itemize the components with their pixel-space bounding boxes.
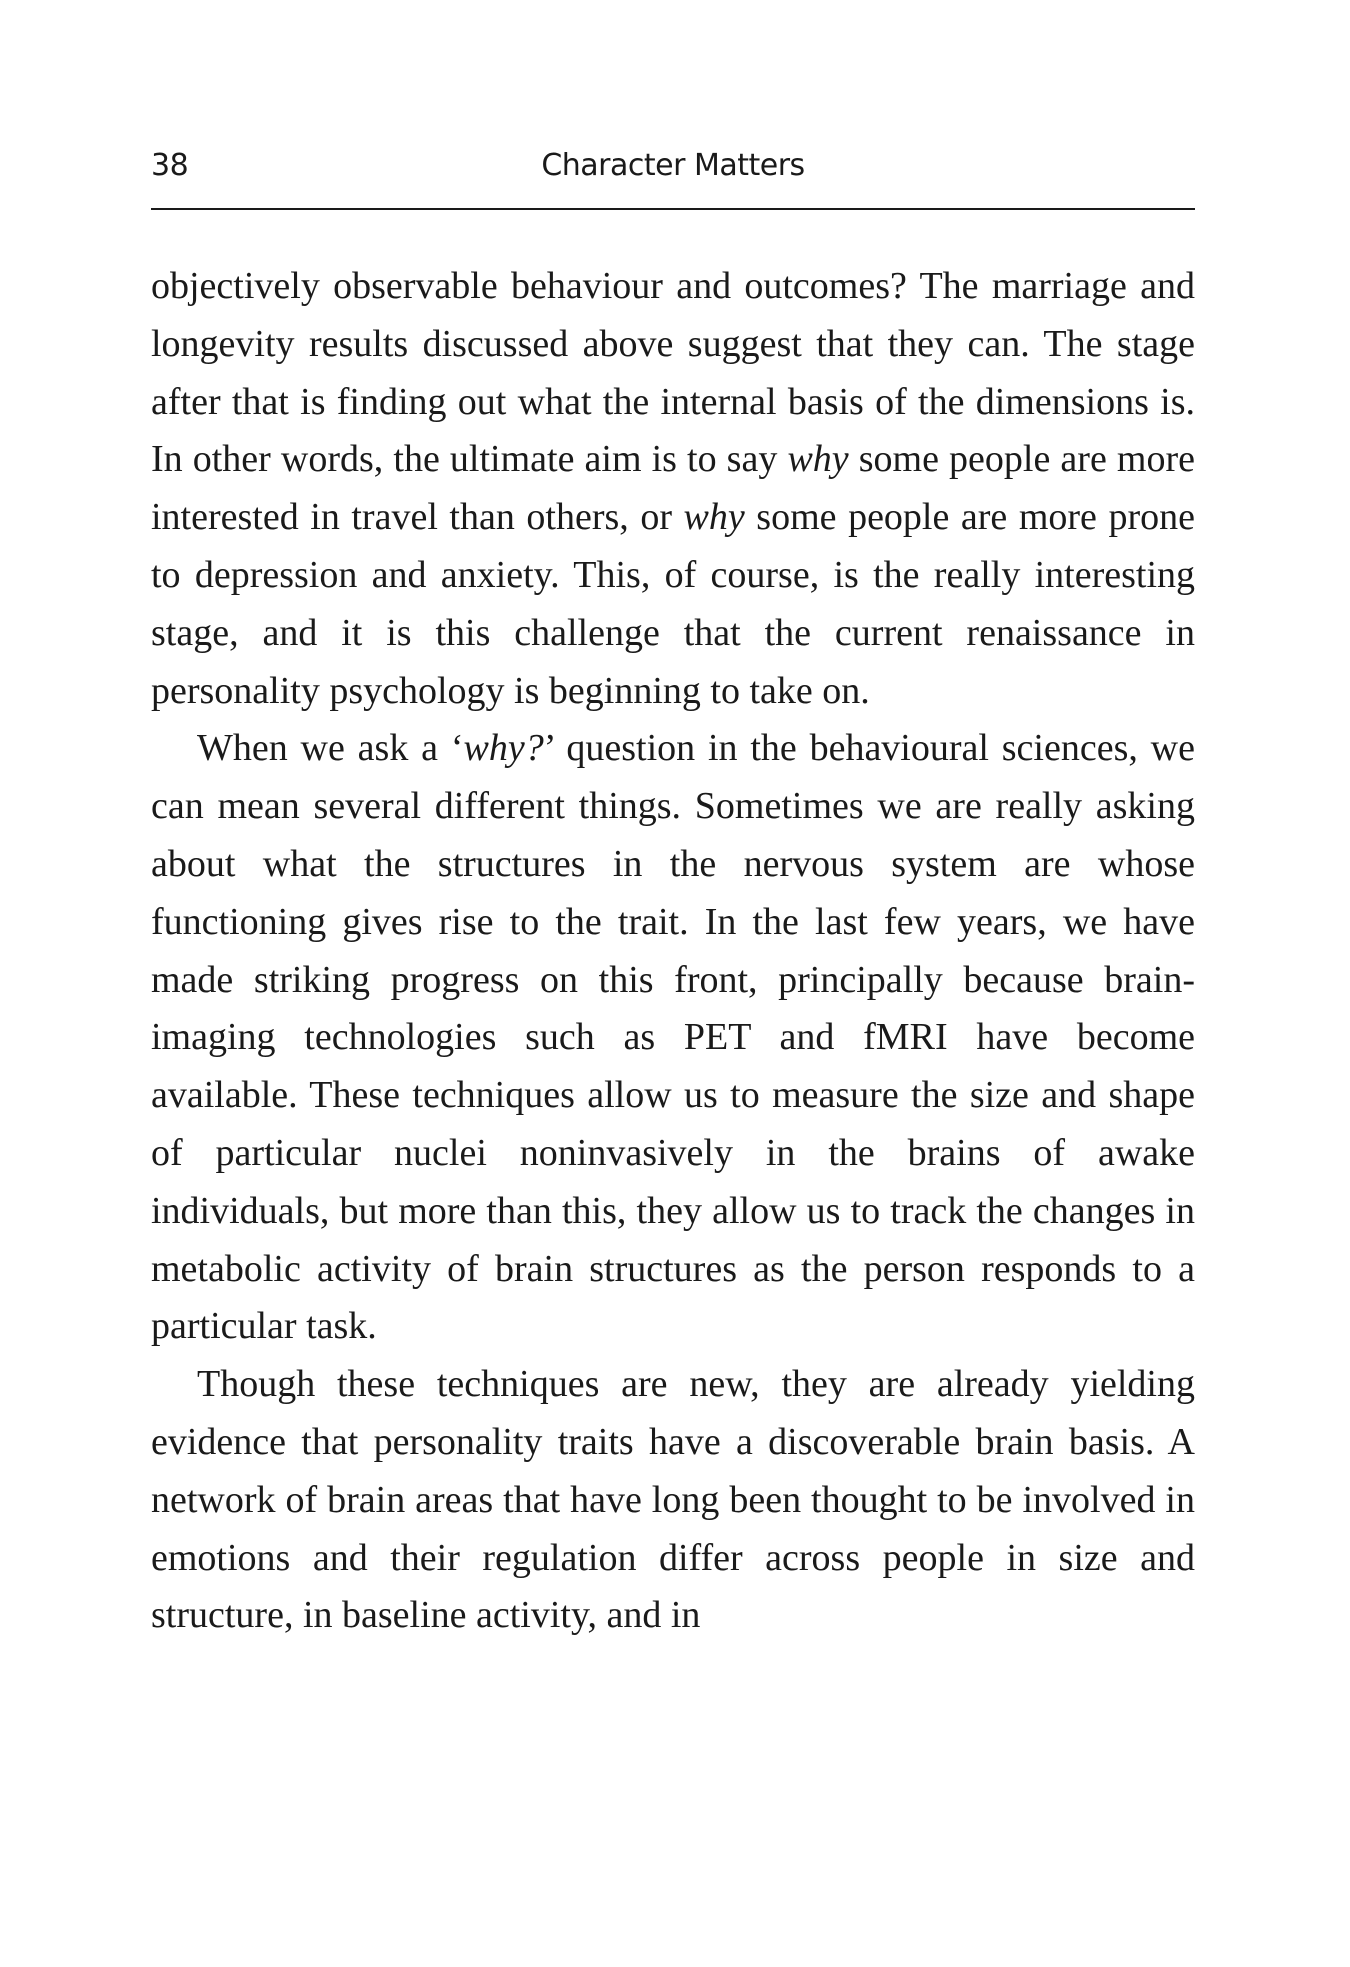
text-segment: some people are more prone to depression and anxiety. This, of course, is the really interesting stage, and it is this challenge that the current renaissance in personality psychology is beginning to take on. bbox=[151, 496, 1195, 712]
paragraph-2 bbox=[151, 720, 1195, 1356]
body-text bbox=[151, 258, 1195, 1645]
running-title: Character Matters bbox=[541, 148, 805, 183]
header-rule bbox=[151, 208, 1195, 210]
text-segment: ’ question in the behavioural sciences, we can mean several different things. Sometimes we are really asking about what the structures in the nervous system are whose functioning gives rise to the trait. In the last few years, we have made striking progress on this front, principally because brain-imaging technologies such as PET and fMRI have become available. These techniques allow us to measure the size and shape of particular nuclei noninvasively in the brains of awake individuals, but more than this, they allow us to track the changes in metabolic activity of brain structures as the person responds to a particular task. bbox=[151, 727, 1195, 1348]
emphasis-why: why bbox=[787, 438, 849, 481]
text-segment: When we ask a ‘ bbox=[197, 727, 464, 770]
page-number: 38 bbox=[151, 148, 189, 183]
paragraph-3 bbox=[151, 1356, 1195, 1645]
running-head bbox=[151, 148, 1195, 192]
text-segment: Though these techniques are new, they are already yielding evidence that personality traits have a discoverable brain basis. A network of brain areas that have long been thought to be involved in emotions and their regulation differ across people in size and structure, in baseline activity, and in bbox=[151, 1363, 1195, 1637]
emphasis-why-question: why? bbox=[463, 727, 544, 770]
text-segment: some people are more interested in travel than others, or bbox=[151, 438, 1195, 539]
text-segment: objectively observable behaviour and outcomes? The marriage and longevity results discussed above suggest that they can. The stage after that is finding out what the internal basis of the dimensions is. In other words, the ultimate aim is to say bbox=[151, 265, 1195, 481]
paragraph-1 bbox=[151, 258, 1195, 720]
emphasis-why: why bbox=[683, 496, 745, 539]
